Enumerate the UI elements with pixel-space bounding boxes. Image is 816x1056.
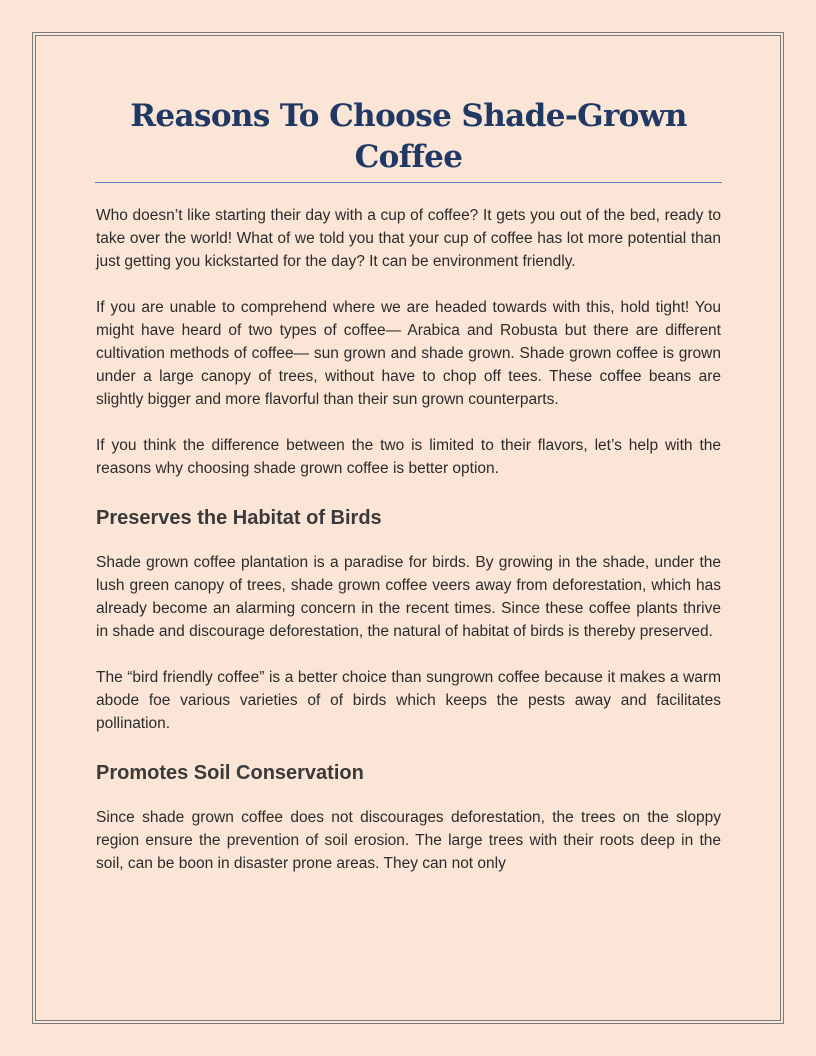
document-body <box>96 204 721 875</box>
title-underline <box>95 182 722 183</box>
section-heading-birds: Preserves the Habitat of Birds <box>96 507 382 529</box>
intro-paragraph-2: If you are unable to comprehend where we are headed towards with this, hold tight! You might have heard of two types of coffee— Arabica and Robusta but there are different cultivation methods of coffee— sun grown and shade grown. Shade grown coffee is grown under a large canopy of trees, without have to chop off tees. These coffee beans are slightly bigger and more flavorful than their sun grown counterparts. <box>96 299 721 408</box>
soil-paragraph-1: Since shade grown coffee does not discourages deforestation, the trees on the sloppy region ensure the prevention of soil erosion. The large trees with their roots deep in the soil, can be boon in disaster prone areas. They can not only <box>96 809 721 872</box>
birds-paragraph-1: Shade grown coffee plantation is a paradise for birds. By growing in the shade, under the lush green canopy of trees, shade grown coffee veers away from deforestation, which has already become an alarming concern in the recent times. Since these coffee plants thrive in shade and discourage deforestation, the natural of habitat of birds is thereby preserved. <box>96 554 721 640</box>
section-heading-soil: Promotes Soil Conservation <box>96 762 364 784</box>
intro-paragraph-3: If you think the difference between the two is limited to their flavors, let’s help with the reasons why choosing shade grown coffee is better option. <box>96 437 721 477</box>
page-title: Reasons To Choose Shade-Grown Coffee <box>130 98 687 175</box>
intro-paragraph-1: Who doesn’t like starting their day with a cup of coffee? It gets you out of the bed, ready to take over the world! What of we told you that your cup of coffee has lot more potential than just getting you kickstarted for the day? It can be environment friendly. <box>96 207 721 270</box>
birds-paragraph-2: The “bird friendly coffee” is a better choice than sungrown coffee because it makes a warm abode foe various varieties of of birds which keeps the pests away and facilitates pollination. <box>96 669 721 732</box>
